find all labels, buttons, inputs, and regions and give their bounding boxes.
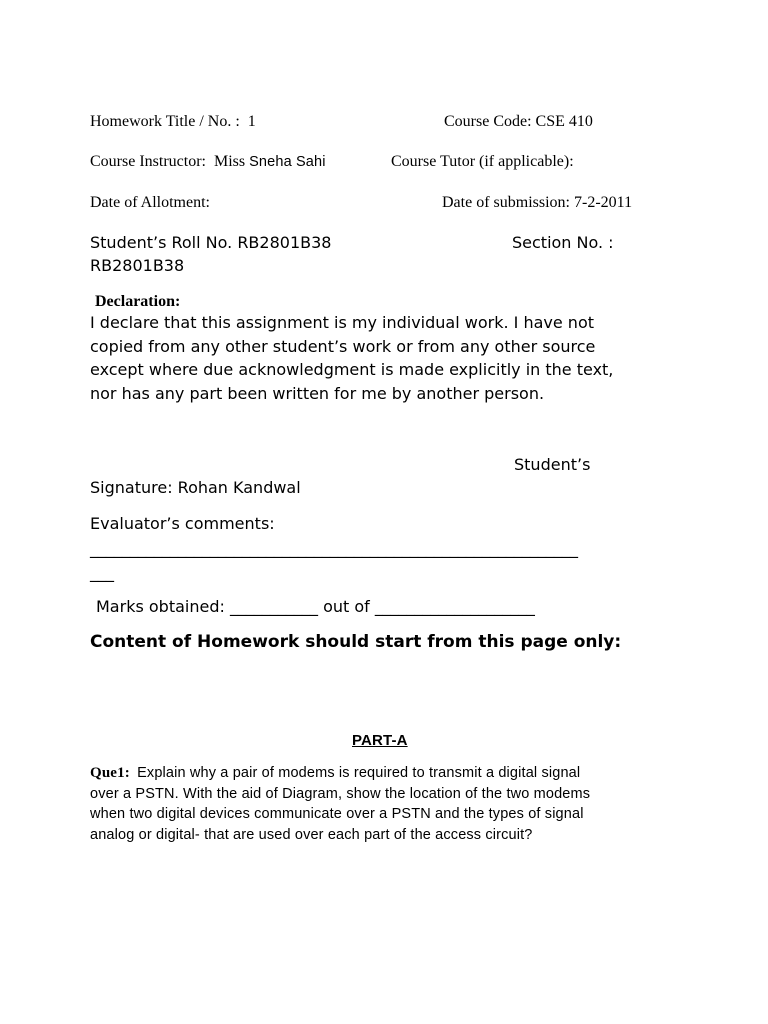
declaration-line: I declare that this assignment is my individual work. I have not — [90, 313, 594, 332]
out-of-blank: ____________________ — [374, 597, 535, 616]
submission-row — [442, 194, 632, 212]
signature-label-line1: Student’s — [514, 455, 591, 474]
marks-row — [96, 597, 535, 616]
declaration-line: nor has any part been written for me by another person. — [90, 383, 545, 403]
marks-label: Marks obtained: — [96, 597, 225, 616]
roll-label: Student’s Roll No. — [90, 233, 233, 252]
declaration-line: except where due acknowledgment is made explicitly in the text, — [90, 360, 614, 379]
question-label: Que1: — [90, 765, 130, 781]
comments-blank-line: _____________________________________________________________ — [90, 539, 578, 558]
homework-title-label: Homework Title / No. : — [90, 113, 240, 130]
tutor-row — [391, 153, 574, 171]
allotment-row — [90, 194, 210, 212]
submission-label: Date of submission: — [442, 194, 570, 211]
section-label: Section No. : — [512, 233, 614, 252]
question-line: when two digital devices communicate over a PSTN and the types of signal — [90, 806, 584, 822]
section-row — [512, 233, 614, 252]
course-code-row — [444, 113, 593, 131]
question-line: Explain why a pair of modems is required to transmit a digital signal — [137, 765, 581, 781]
instructor-label: Course Instructor: — [90, 153, 206, 170]
course-code-label: Course Code: — [444, 113, 532, 130]
signature-label-line2: Signature: — [90, 478, 173, 497]
allotment-label: Date of Allotment: — [90, 194, 210, 211]
tutor-label: Course Tutor (if applicable): — [391, 153, 574, 170]
roll-value: RB2801B38 — [237, 233, 332, 252]
declaration-text — [90, 311, 613, 405]
marks-blank: ___________ — [229, 597, 318, 616]
question-block — [90, 763, 590, 845]
signature-name: Rohan Kandwal — [177, 478, 301, 497]
part-title: PART-A — [352, 732, 408, 749]
question-line: analog or digital- that are used over each part of the access circuit? — [90, 826, 533, 843]
comments-blank-line-continued: ___ — [90, 563, 114, 582]
content-notice: Content of Homework should start from this page only: — [90, 632, 622, 652]
out-of-label: out of — [323, 597, 370, 616]
homework-title-value: 1 — [247, 113, 256, 130]
instructor-row — [90, 153, 326, 171]
signature-row — [90, 478, 301, 497]
question-first-line — [90, 763, 590, 784]
submission-value: 7-2-2011 — [574, 194, 633, 211]
evaluator-comments-label: Evaluator’s comments: — [90, 514, 275, 533]
declaration-line: copied from any other student’s work or from any other source — [90, 336, 596, 356]
question-line: over a PSTN. With the aid of Diagram, show the location of the two modems — [90, 785, 591, 802]
homework-title-row — [90, 113, 256, 131]
course-code-value: CSE 410 — [535, 113, 593, 130]
roll-row — [90, 233, 331, 252]
instructor-name: Sneha Sahi — [249, 154, 326, 170]
declaration-heading: Declaration: — [95, 293, 181, 310]
section-value: RB2801B38 — [90, 256, 185, 275]
instructor-prefix: Miss — [213, 153, 246, 170]
